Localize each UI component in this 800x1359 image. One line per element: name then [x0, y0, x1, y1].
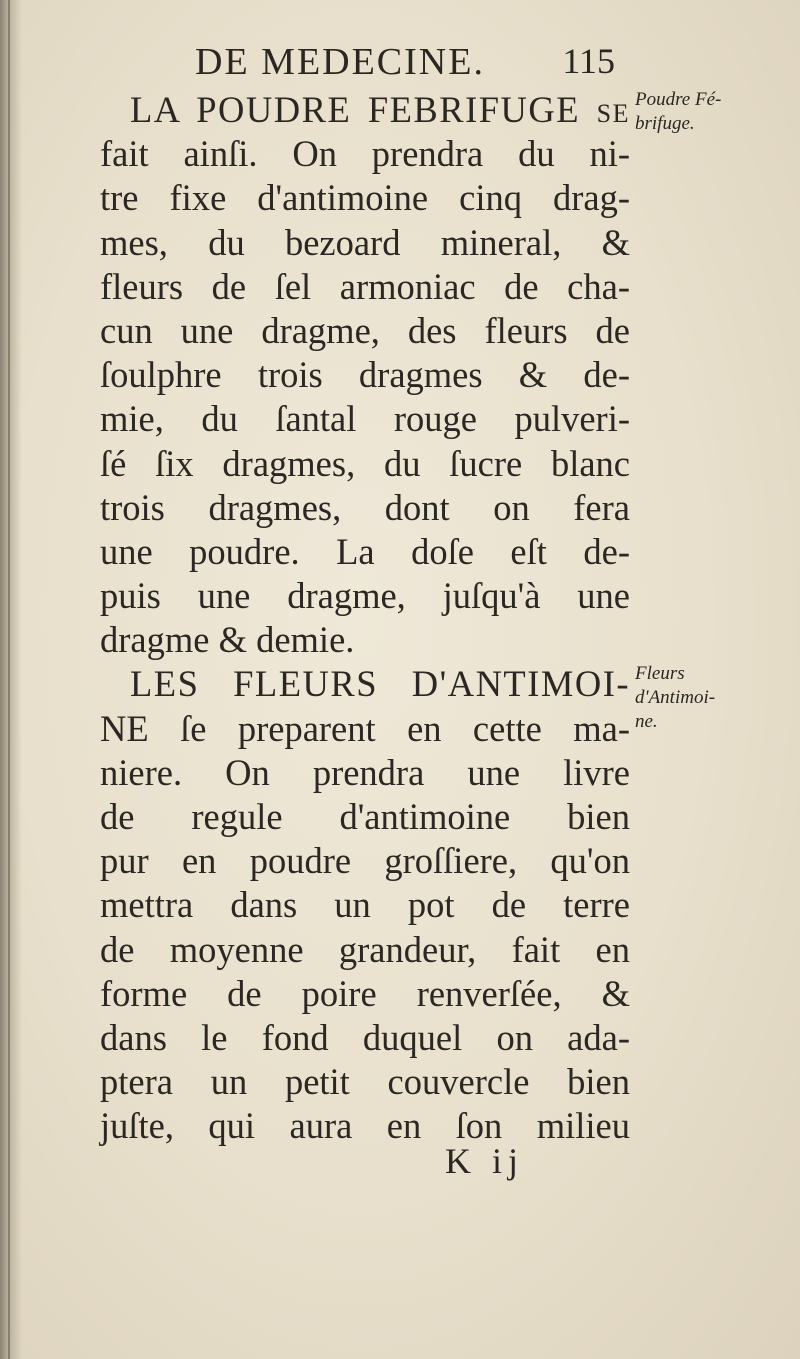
margin-note-line: Poudre Fé-: [635, 89, 722, 110]
text-line: puis une dragme, juſqu'à une: [100, 575, 630, 617]
text-line: juſte, qui aura en ſon milieu: [100, 1105, 630, 1147]
page-number: 115: [562, 41, 615, 81]
margin-note-fleurs-antimoine: [635, 662, 795, 734]
text-line: une poudre. La doſe eſt de-: [100, 530, 630, 572]
text-line: fait ainſi. On prendra du ni-: [100, 133, 630, 175]
text-line: trois dragmes, dont on fera: [100, 486, 630, 528]
page-header: [195, 40, 635, 90]
signature-mark: K ij: [445, 1141, 525, 1181]
running-head: DE MEDECINE.: [195, 41, 485, 83]
margin-note-line: ne.: [635, 711, 658, 732]
text-line: fleurs de ſel armoniac de cha-: [100, 265, 630, 307]
text-line: forme de poire renverſée, &: [100, 972, 630, 1014]
text-line: de moyenne grandeur, fait en: [100, 928, 630, 970]
text-line: ptera un petit couvercle bien: [100, 1061, 630, 1103]
body-text: [100, 88, 630, 1149]
text-line: NE ſe preparent en cette ma-: [100, 707, 630, 749]
text-line: mettra dans un pot de terre: [100, 884, 630, 926]
margin-note-line: brifuge.: [635, 113, 695, 134]
text-line: niere. On prendra une livre: [100, 751, 630, 793]
text-line: LES FLEURS D'ANTIMOI-: [130, 663, 630, 705]
text-line: dragme & demie.: [100, 619, 355, 661]
text-line: dans le fond duquel on ada-: [100, 1016, 630, 1058]
margin-note-poudre-febrifuge: [635, 88, 795, 136]
text-line: de regule d'antimoine bien: [100, 796, 630, 837]
text-line: cun une dragme, des fleurs de: [100, 309, 630, 351]
page-edge: [8, 0, 10, 1359]
spine-shadow: [0, 0, 22, 1359]
margin-note-line: Fleurs: [635, 663, 685, 684]
text-line: LA POUDRE FEBRIFUGE ſe: [130, 89, 630, 130]
text-line: mes, du bezoard mineral, &: [100, 221, 630, 263]
text-line: ſé ſix dragmes, du ſucre blanc: [100, 442, 630, 484]
text-line: ſoulphre trois dragmes & de-: [100, 354, 630, 396]
margin-note-line: d'Antimoi-: [635, 687, 716, 708]
text-line: mie, du ſantal rouge pulveri-: [100, 398, 630, 440]
text-line: pur en poudre groſſiere, qu'on: [100, 840, 630, 882]
text-line: tre fixe d'antimoine cinq drag-: [100, 177, 630, 219]
